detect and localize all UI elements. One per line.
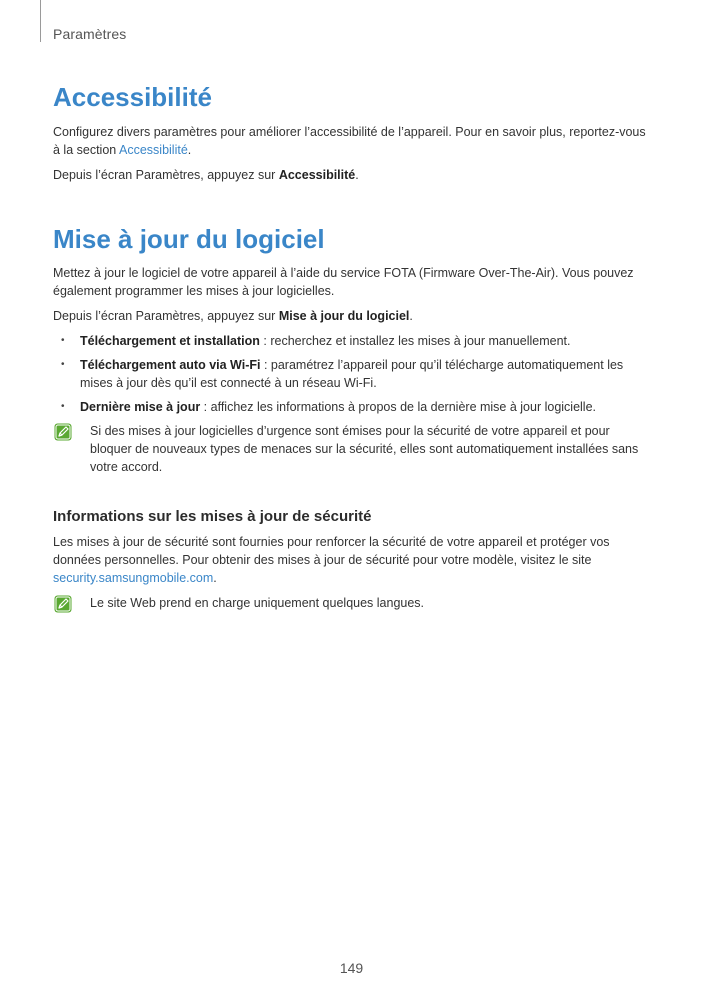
option-desc: : paramétrez l’appareil pour qu’il télécharge automatiquement les mises à jour dès qu’il est connecté à un réseau Wi-Fi. (80, 358, 624, 390)
security-site-link[interactable]: security.samsungmobile.com (53, 571, 214, 585)
security-text-end: . (213, 571, 217, 585)
note-pencil-icon (54, 595, 72, 613)
software-update-intro: Mettez à jour le logiciel de votre appareil à l’aide du service FOTA (Firmware Over-The-Air). Vous pouvez également programmer les mises à jour logicielles. (53, 266, 634, 298)
page-content (53, 82, 651, 622)
software-update-path-prefix: Depuis l’écran Paramètres, appuyez sur (53, 309, 279, 323)
security-text: Les mises à jour de sécurité sont fournies pour renforcer la sécurité de votre appareil et protéger vos données personnelles. Pour obtenir des mises à jour de sécurité pour votre modèle, visitez le site (53, 535, 610, 567)
option-desc: : recherchez et installez les mises à jour manuellement. (259, 334, 571, 348)
urgent-update-note (53, 422, 651, 476)
page-number: 149 (339, 960, 364, 976)
accessibility-path-bold: Accessibilité (278, 168, 356, 182)
option-name: Téléchargement auto via Wi-Fi (80, 358, 261, 372)
running-header: Paramètres (53, 26, 127, 42)
software-update-path (53, 307, 651, 325)
accessibility-intro (53, 123, 651, 159)
list-item (53, 356, 651, 392)
note-text: Le site Web prend en charge uniquement quelques langues. (90, 596, 425, 610)
software-update-options (53, 332, 651, 416)
bullet: • (61, 401, 65, 412)
list-item (53, 398, 651, 416)
accessibility-heading: Accessibilité (53, 82, 212, 112)
option-desc: : affichez les informations à propos de la dernière mise à jour logicielle. (200, 400, 597, 414)
accessibility-path (53, 166, 651, 184)
list-item (53, 332, 651, 350)
software-update-path-end: . (409, 309, 413, 323)
security-updates-text (53, 533, 651, 587)
language-note (53, 594, 651, 614)
accessibility-path-end: . (355, 168, 359, 182)
note-pencil-icon (54, 423, 72, 441)
option-name: Dernière mise à jour (80, 400, 201, 414)
bullet: • (61, 335, 65, 346)
software-update-heading: Mise à jour du logiciel (53, 224, 325, 254)
software-update-path-bold: Mise à jour du logiciel (278, 309, 410, 323)
security-updates-heading: Informations sur les mises à jour de sécurité (53, 508, 372, 525)
accessibility-intro-end: . (187, 143, 192, 157)
option-name: Téléchargement et installation (80, 334, 260, 348)
accessibility-path-prefix: Depuis l’écran Paramètres, appuyez sur (53, 168, 279, 182)
corner-rule (40, 0, 41, 42)
note-text: Si des mises à jour logicielles d’urgence sont émises pour la sécurité de votre appareil et pour bloquer de nouveaux types de menaces sur la sécurité, elles sont automatiquement installées sans votre accord. (90, 424, 639, 474)
accessibility-link[interactable]: Accessibilité (119, 143, 188, 157)
accessibility-intro-text: Configurez divers paramètres pour améliorer l’accessibilité de l’appareil. Pour en savoir plus, reportez-vous à la section (53, 125, 646, 157)
bullet: • (61, 359, 65, 370)
